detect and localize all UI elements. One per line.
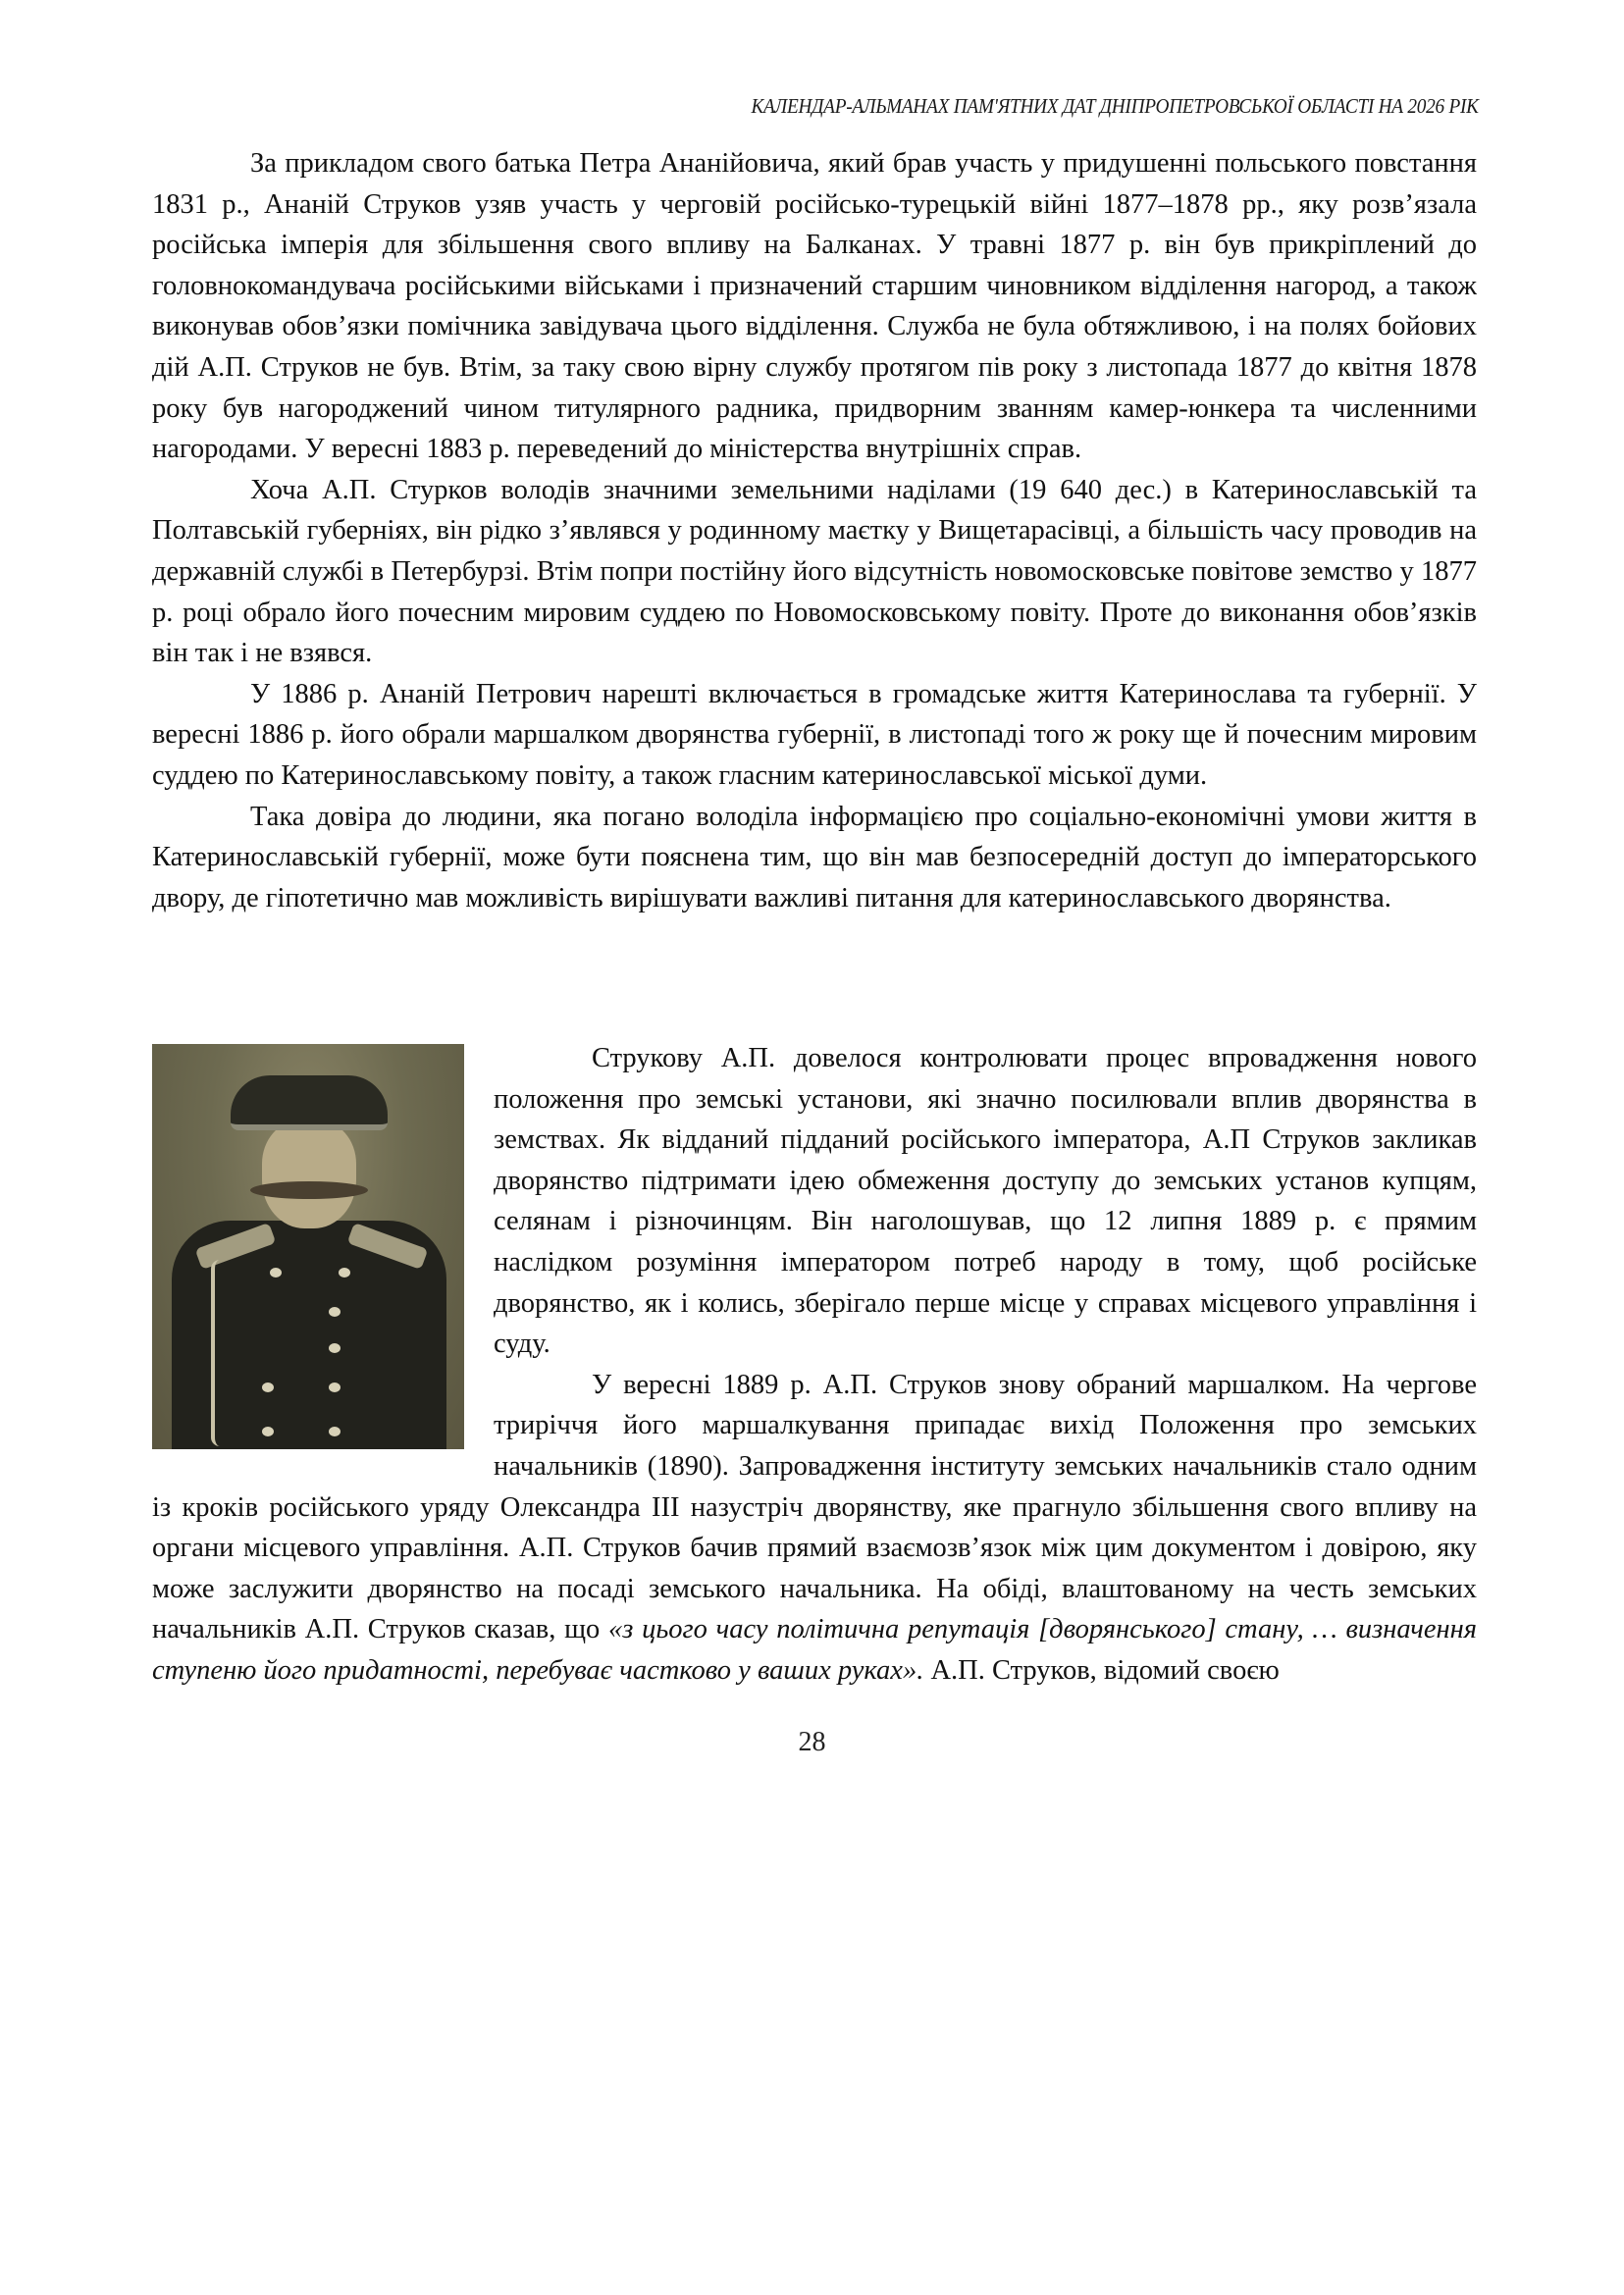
portrait-button — [329, 1343, 341, 1353]
page-number: 28 — [798, 1727, 826, 1757]
running-header: КАЛЕНДАР-АЛЬМАНАХ ПАМ'ЯТНИХ ДАТ ДНІПРОПЕТРОВСЬКОЇ ОБЛАСТІ НА 2026 РІК — [751, 94, 1479, 118]
paragraph: Хоча А.П. Стурков володів значними земельними наділами (19 640 дес.) в Катеринославській та Полтавській губерніях, він рідко з’являвся у родинному маєтку у Вищетарасівці, а більшість часу проводив на державній службі в Петербурзі. Втім попри постійну його відсутність новомосковське повітове земство у 1877 р. році обрало його почесним мировим суддею по Новомосковському повіту. Проте до виконання обов’язків він так і не взявся. — [152, 474, 1477, 669]
portrait-mustache — [250, 1181, 368, 1199]
paragraph-text: У вересні 1889 р. А.П. Струков знову обраний маршалком. На чергове триріччя його маршалкування припадає вихід Положення про земських начальників (1890). Запровадження інституту земських начальників стало одним із кроків російського уряду Олександра III назустріч дворянству, яке прагнуло збільшення свого впливу на органи місцевого управління. А.П. Струков бачив прямий взаємозв’язок між цим документом і довірою, яку може заслужити дворянство на посаді земського начальника. На обіді, влаштованому на честь земських начальників А.П. Струков сказав, що — [152, 1369, 1477, 1645]
portrait-button — [329, 1307, 341, 1317]
paragraph: Струкову А.П. довелося контролювати процес впровадження нового положення про земські установи, які значно посилювали вплив дворянства в земствах. Як відданий підданий російського імператора, А.П Струков закликав дворянство підтримати ідею обмеження доступу до земських установ купцям, селянам і різночинцям. Він наголошував, що 12 липня 1889 р. є прямим наслідком розуміння імператором потреб народу в тому, щоб російське дворянство, як і колись, зберігало перше місце у справах місцевого управління і суду. — [494, 1043, 1477, 1360]
wrapped-text-section — [152, 1038, 1477, 1692]
portrait-photo — [152, 1044, 464, 1449]
portrait-aiguillette — [211, 1260, 229, 1446]
portrait-cap — [231, 1075, 388, 1130]
portrait-button — [262, 1382, 274, 1392]
portrait-button — [329, 1382, 341, 1392]
portrait-face — [262, 1121, 356, 1228]
portrait-button — [329, 1427, 341, 1436]
paragraph: У 1886 р. Ананій Петрович нарешті включається в громадське життя Катеринослава та губернії. У вересні 1886 р. його обрали маршалком дворянства губернії, в листопаді того ж року ще й почесним мировим суддею по Катеринославському повіту, а також гласним катеринославської міської думи. — [152, 678, 1477, 791]
portrait-button — [270, 1268, 282, 1278]
quotation: «з цього часу політична репутація [дворянського] стану, … визначення ступеню його придатності, перебуває частково у ваших руках». — [152, 1614, 1477, 1686]
portrait-button — [339, 1268, 350, 1278]
body-text — [152, 143, 1477, 918]
portrait-button — [262, 1427, 274, 1436]
paragraph-continuation: А.П. Струков, відомий своєю — [923, 1654, 1280, 1686]
paragraph: За прикладом свого батька Петра Ананійовича, який брав участь у придушенні польського повстання 1831 р., Ананій Струков узяв участь у черговій російсько-турецькій війні 1877–1878 рр., яку розв’язала російська імперія для збільшення свого впливу на Балканах. У травні 1877 р. він був прикріплений до головнокомандувача російськими військами і призначений старшим чиновником відділення нагород, а також виконував обов’язки помічника завідувача цього відділення. Служба не була обтяжливою, і на полях бойових дій А.П. Струков не був. Втім, за таку свою вірну службу протягом пів року з листопада 1877 до квітня 1878 року був нагороджений чином титулярного радника, придворним званням камер-юнкера та численними нагородами. У вересні 1883 р. переведений до міністерства внутрішніх справ. — [152, 148, 1477, 465]
paragraph: Така довіра до людини, яка погано володіла інформацією про соціально-економічні умови життя в Катеринославській губернії, може бути пояснена тим, що він мав безпосередній доступ до імператорського двору, де гіпотетично мав можливість вирішувати важливі питання для катеринославського дворянства. — [152, 801, 1477, 913]
